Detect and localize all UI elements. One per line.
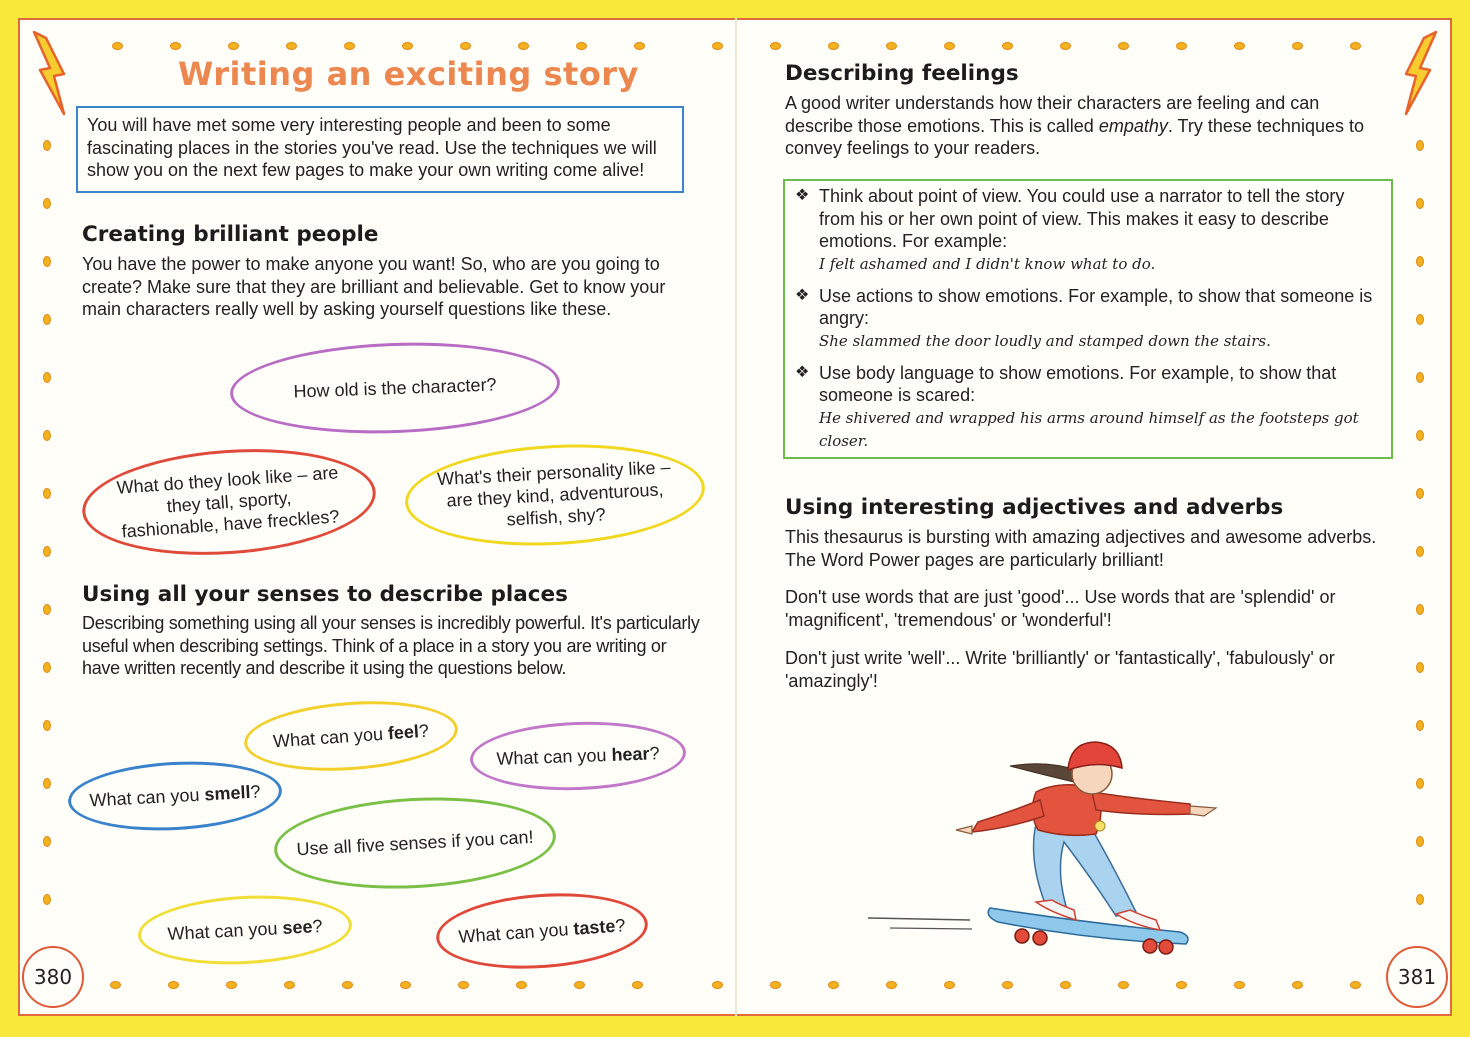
bubble-prefix: What can you (457, 918, 575, 947)
technique-text: Use actions to show emotions. For example, to show that someone is angry: (819, 285, 1373, 328)
page-number-right: 381 (1386, 946, 1448, 1008)
technique-item (795, 285, 1381, 353)
decorative-dot (632, 981, 643, 989)
decorative-dot (576, 42, 587, 50)
decorative-dot (1416, 140, 1424, 151)
decorative-dot (344, 42, 355, 50)
diamond-bullet-icon: ❖ (795, 286, 810, 304)
technique-item (795, 362, 1381, 453)
decorative-dot (43, 430, 51, 441)
technique-example: I felt ashamed and I didn't know what to do. (819, 254, 1156, 273)
feelings-text-part: . Try these techniques to convey feelings to your readers. (785, 115, 1364, 158)
decorative-dot (944, 981, 955, 989)
decorative-dot (43, 140, 51, 151)
decorative-dot (43, 662, 51, 673)
diamond-bullet-icon: ❖ (795, 363, 810, 381)
decorative-dot (828, 981, 839, 989)
decorative-dot (886, 42, 897, 50)
intro-box: You will have met some very interesting people and been to some fascinating places in the stories you've read. Use the techniques we will show you on the next few pages to make your own writing come alive! (76, 106, 684, 193)
decorative-dot (1416, 778, 1424, 789)
decorative-dot (1350, 42, 1361, 50)
decorative-dot (1416, 314, 1424, 325)
decorative-dot (226, 981, 237, 989)
decorative-dot (43, 372, 51, 383)
bubble-suffix: ? (311, 915, 323, 937)
decorative-dot (43, 720, 51, 731)
bubble-prefix: What can you (167, 918, 283, 945)
technique-text: Use body language to show emotions. For example, to show that someone is scared: (819, 362, 1337, 405)
feelings-text-part: A good writer understands how their characters are feeling and can describe those emotions. This is called (785, 93, 1320, 136)
decorative-dot (770, 42, 781, 50)
decorative-dot (1416, 604, 1424, 615)
decorative-dot (1234, 981, 1245, 989)
decorative-dot (1292, 981, 1303, 989)
bubble-bold: feel (387, 721, 420, 744)
adjectives-heading: Using interesting adjectives and adverbs (785, 495, 1284, 520)
decorative-dot (1002, 42, 1013, 50)
decorative-dot (110, 981, 121, 989)
adjectives-para-good: Don't use words that are just 'good'... Use words that are 'splendid' or 'magnificent', 'tremendous' or 'wonderful'! (785, 587, 1336, 630)
decorative-dot (944, 42, 955, 50)
bubble-suffix: ? (649, 743, 660, 764)
decorative-dot (574, 981, 585, 989)
decorative-dot (43, 836, 51, 847)
decorative-dot (168, 981, 179, 989)
bubble-bold: taste (572, 915, 617, 939)
decorative-dot (284, 981, 295, 989)
lightning-bolt-icon (1398, 28, 1442, 118)
page-number-left: 380 (22, 946, 84, 1008)
decorative-dot (1416, 662, 1424, 673)
decorative-dot (43, 604, 51, 615)
decorative-dot (342, 981, 353, 989)
bubble-bold: smell (203, 782, 251, 805)
bubble-text: What do they look like – are they tall, sporty, fashionable, have freckles? (115, 462, 341, 542)
decorative-dot (402, 42, 413, 50)
bubble-suffix: ? (614, 915, 627, 936)
technique-example: She slammed the door loudly and stamped down the stairs. (819, 331, 1271, 350)
diamond-bullet-icon: ❖ (795, 187, 810, 204)
bubble-bold: hear (611, 743, 650, 765)
decorative-dot (1350, 981, 1361, 989)
decorative-dot (1234, 42, 1245, 50)
bubble-suffix: ? (249, 781, 261, 803)
decorative-dot (712, 42, 723, 50)
decorative-dot (1416, 546, 1424, 557)
decorative-dot (286, 42, 297, 50)
bubble-text: What's their personality like – are they kind, adventurous, selfish, shy? (436, 456, 671, 530)
decorative-dot (1416, 256, 1424, 267)
decorative-dot (460, 42, 471, 50)
decorative-dot (770, 981, 781, 989)
decorative-dot (1176, 981, 1187, 989)
decorative-dot (170, 42, 181, 50)
decorative-dot (43, 546, 51, 557)
technique-example: He shivered and wrapped his arms around himself as the footsteps got closer. (819, 408, 1359, 450)
decorative-dot (1416, 488, 1424, 499)
people-text: You have the power to make anyone you want! So, who are you going to create? Make sure that they are brilliant and believable. Get to know your main characters really well by asking yourself questions like these. (82, 254, 666, 319)
decorative-dot (43, 894, 51, 905)
decorative-dot (43, 488, 51, 499)
decorative-dot (1416, 198, 1424, 209)
lightning-bolt-icon (28, 28, 72, 118)
decorative-dot (43, 314, 51, 325)
decorative-dot (1416, 836, 1424, 847)
adjectives-para-well: Don't just write 'well'... Write 'brilliantly' or 'fantastically', 'fabulously' or 'amazingly'! (785, 648, 1335, 691)
decorative-dot (400, 981, 411, 989)
technique-text: Think about point of view. You could use a narrator to tell the story from his or her own point of view. This makes it easy to describe emotions. For example: (819, 186, 1345, 251)
decorative-dot (43, 256, 51, 267)
bubble-prefix: What can you (272, 723, 389, 752)
bubble-prefix: Use all five senses if you can! (296, 826, 534, 860)
decorative-dot (458, 981, 469, 989)
senses-heading: Using all your senses to describe places (82, 582, 568, 607)
decorative-dot (634, 42, 645, 50)
bubble-suffix: ? (418, 720, 430, 742)
decorative-dot (518, 42, 529, 50)
decorative-dot (228, 42, 239, 50)
decorative-dot (43, 198, 51, 209)
decorative-dot (43, 778, 51, 789)
decorative-dot (1416, 372, 1424, 383)
feelings-text (785, 92, 1385, 160)
page-title: Writing an exciting story (178, 55, 639, 93)
feelings-techniques-box (783, 179, 1393, 459)
page-gutter (735, 18, 737, 1016)
decorative-dot (1416, 720, 1424, 731)
people-heading: Creating brilliant people (82, 222, 379, 247)
feelings-heading: Describing feelings (785, 61, 1019, 86)
technique-item (795, 185, 1381, 276)
decorative-dot (1292, 42, 1303, 50)
feelings-text-italic: empathy (1098, 115, 1168, 136)
adjectives-text: This thesaurus is bursting with amazing adjectives and awesome adverbs. The Word Power pages are particularly brilliant! (785, 527, 1377, 570)
decorative-dot (712, 981, 723, 989)
decorative-dot (1416, 430, 1424, 441)
senses-text: Describing something using all your senses is incredibly powerful. It's particularly useful when describing settings. Think of a place in a story you are writing or have written recently and describe it using the questions below. (82, 613, 700, 678)
bubble-prefix: What can you (89, 784, 205, 811)
decorative-dot (112, 42, 123, 50)
decorative-dot (828, 42, 839, 50)
decorative-dot (1416, 894, 1424, 905)
decorative-dot (886, 981, 897, 989)
decorative-dot (1060, 981, 1071, 989)
decorative-dot (1002, 981, 1013, 989)
skateboarder-illustration (860, 730, 1250, 960)
bubble-bold: see (281, 916, 313, 939)
decorative-dot (1118, 42, 1129, 50)
decorative-dot (516, 981, 527, 989)
decorative-dot (1176, 42, 1187, 50)
decorative-dot (1118, 981, 1129, 989)
bubble-text: How old is the character? (293, 374, 497, 402)
decorative-dot (1060, 42, 1071, 50)
bubble-prefix: What can you (496, 744, 612, 769)
